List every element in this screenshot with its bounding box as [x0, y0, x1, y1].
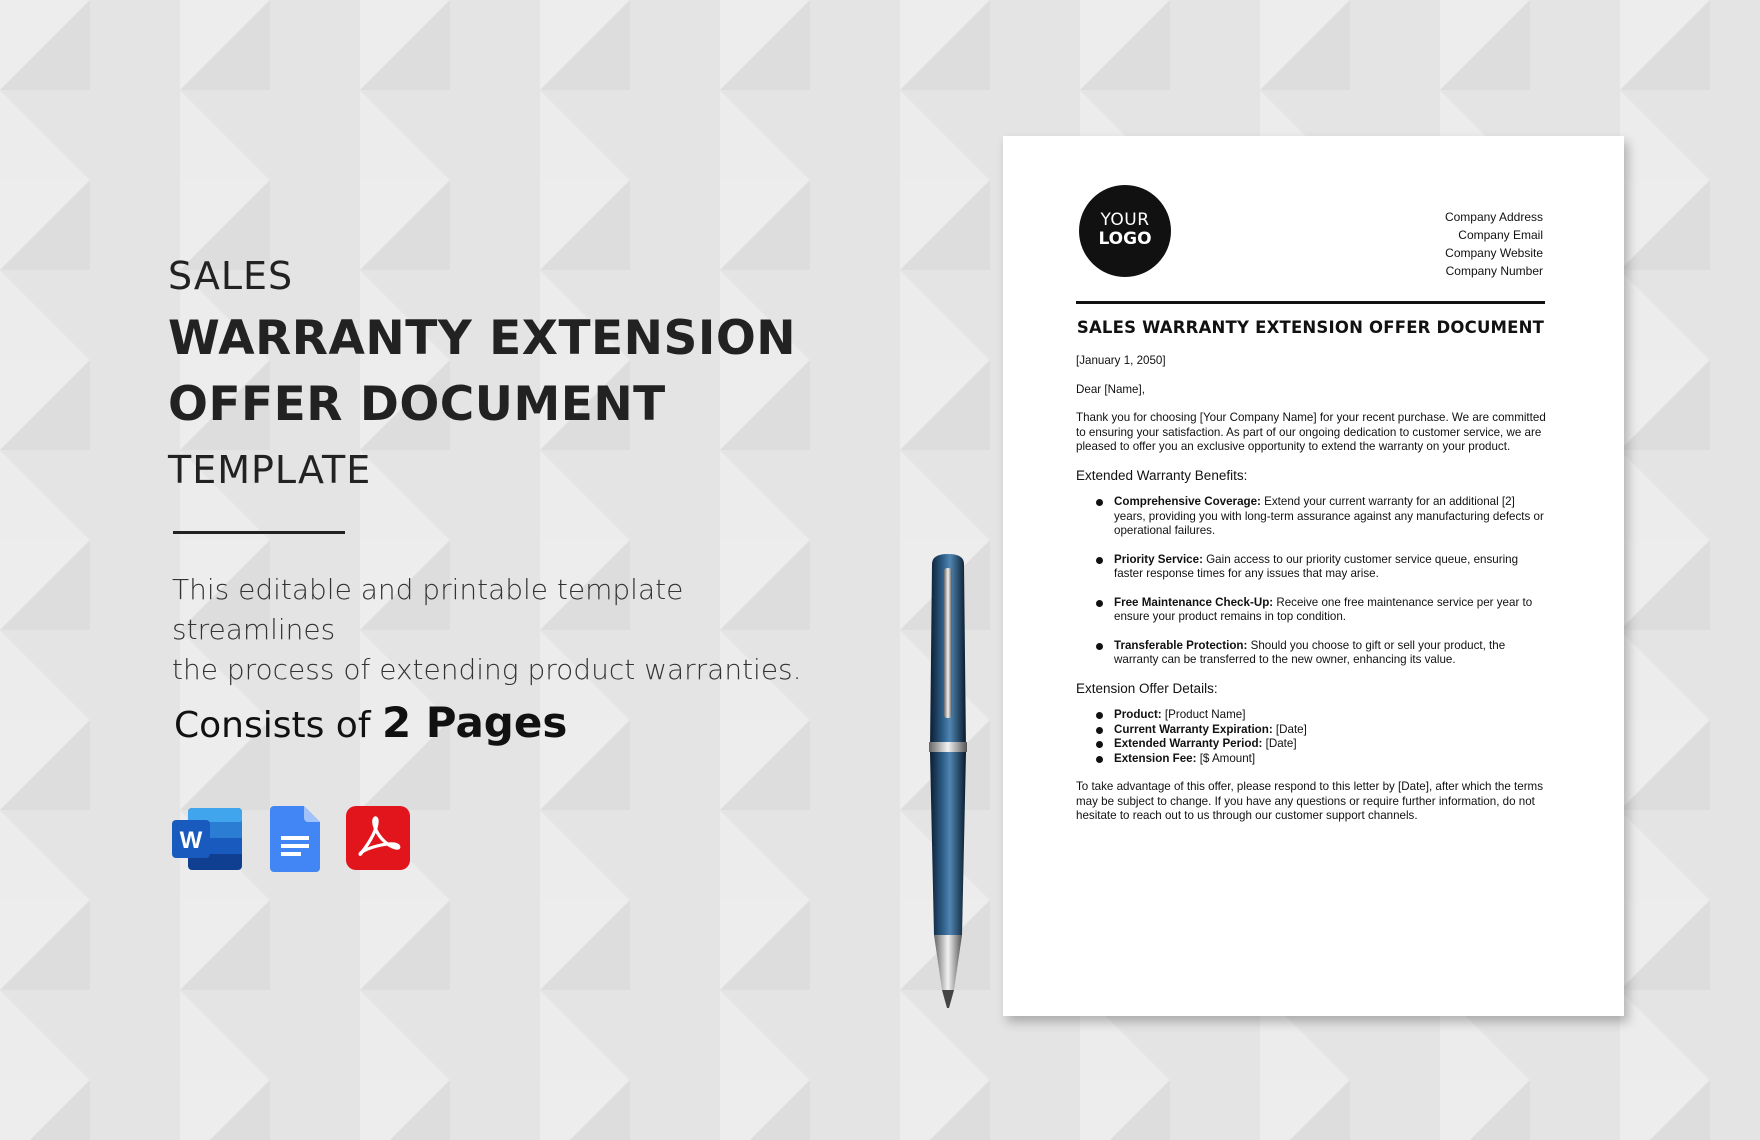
- list-item: [1076, 737, 1548, 752]
- benefit-label: Transferable Protection:: [1114, 638, 1248, 652]
- details-heading: Extension Offer Details:: [1076, 680, 1218, 696]
- detail-text: [$ Amount]: [1196, 751, 1256, 765]
- format-icons: [172, 806, 410, 872]
- benefit-label: Comprehensive Coverage:: [1114, 495, 1261, 508]
- microsoft-word-icon[interactable]: [172, 806, 244, 872]
- promo-headline-line1: WARRANTY EXTENSION: [168, 311, 797, 366]
- benefits-list: [1076, 495, 1548, 668]
- company-website: Company Website: [1445, 246, 1543, 260]
- promo-headline-line2: OFFER DOCUMENT: [168, 377, 666, 432]
- document-date: [January 1, 2050]: [1076, 354, 1166, 367]
- document-closing: To take advantage of this offer, please respond to this letter by [Date], after which the terms may be subject to change. If you have any questions or require further information, do not hesitate to reach out to us through our customer support channels.: [1076, 780, 1544, 822]
- logo-line2: LOGO: [1098, 229, 1152, 249]
- company-info: [1445, 208, 1543, 280]
- promo-sub: TEMPLATE: [168, 448, 372, 492]
- detail-label: Product:: [1114, 708, 1162, 721]
- benefit-text: Extend your current warranty for an additional [2] years, providing you with long-term assurance against any manufacturing defects or operational failures.: [1114, 495, 1544, 537]
- detail-text: [Date]: [1262, 737, 1297, 750]
- list-item: [1076, 723, 1548, 738]
- promo-description-line1: This editable and printable template streamlines: [172, 573, 684, 646]
- benefit-text: Receive one free maintenance service per year to ensure your product remains in top condition.: [1114, 595, 1533, 623]
- logo-line1: YOUR: [1100, 210, 1150, 230]
- google-docs-icon[interactable]: [270, 806, 320, 872]
- promo-kicker: SALES: [168, 254, 294, 298]
- document-page: [1003, 136, 1624, 1016]
- list-item: [1076, 708, 1548, 723]
- benefits-heading: Extended Warranty Benefits:: [1076, 467, 1248, 483]
- divider: [173, 531, 345, 534]
- company-address: Company Address: [1444, 210, 1543, 224]
- promo-heading: [168, 250, 808, 496]
- detail-text: [Date]: [1272, 722, 1307, 736]
- list-item: [1076, 639, 1548, 668]
- list-item: [1076, 495, 1548, 539]
- benefit-label: Free Maintenance Check-Up:: [1114, 595, 1274, 609]
- list-item: [1076, 752, 1548, 767]
- benefit-text: Should you choose to gift or sell your product, the warranty can be transferred to the new owner, enhancing its value.: [1114, 638, 1506, 666]
- benefit-label: Priority Service:: [1114, 552, 1203, 566]
- details-list: [1076, 708, 1548, 766]
- header-rule: [1076, 301, 1545, 304]
- pen-image: [920, 550, 976, 1010]
- promo-description: [172, 570, 812, 690]
- word-letter: W: [179, 827, 203, 854]
- detail-label: Current Warranty Expiration:: [1114, 722, 1273, 736]
- detail-text: [Product Name]: [1161, 708, 1246, 721]
- benefit-text: Gain access to our priority customer service queue, ensuring faster response times for any issues that may arise.: [1114, 552, 1519, 580]
- document-title: SALES WARRANTY EXTENSION OFFER DOCUMENT: [1076, 318, 1545, 337]
- adobe-pdf-icon[interactable]: [346, 806, 410, 872]
- document-intro: Thank you for choosing [Your Company Name] for your recent purchase. We are committed to ensuring your satisfaction. As part of our ongoing dedication to customer service, we are pleased to offer you an exclusive opportunity to extend the warranty on your product.: [1076, 411, 1546, 453]
- page-count: [174, 698, 567, 747]
- company-email: Company Email: [1458, 228, 1543, 242]
- list-item: [1076, 553, 1548, 582]
- document-body: [1076, 354, 1548, 838]
- promo-description-line2: the process of extending product warranties.: [172, 653, 802, 686]
- company-number: Company Number: [1445, 264, 1543, 278]
- page-count-value: 2 Pages: [381, 698, 568, 747]
- list-item: [1076, 596, 1548, 625]
- page-count-prefix: Consists of: [174, 705, 382, 746]
- detail-label: Extended Warranty Period:: [1114, 737, 1263, 750]
- promo-headline: [168, 306, 808, 438]
- document-greeting: Dear [Name],: [1076, 382, 1145, 396]
- detail-label: Extension Fee:: [1114, 751, 1197, 765]
- company-logo: [1079, 185, 1171, 277]
